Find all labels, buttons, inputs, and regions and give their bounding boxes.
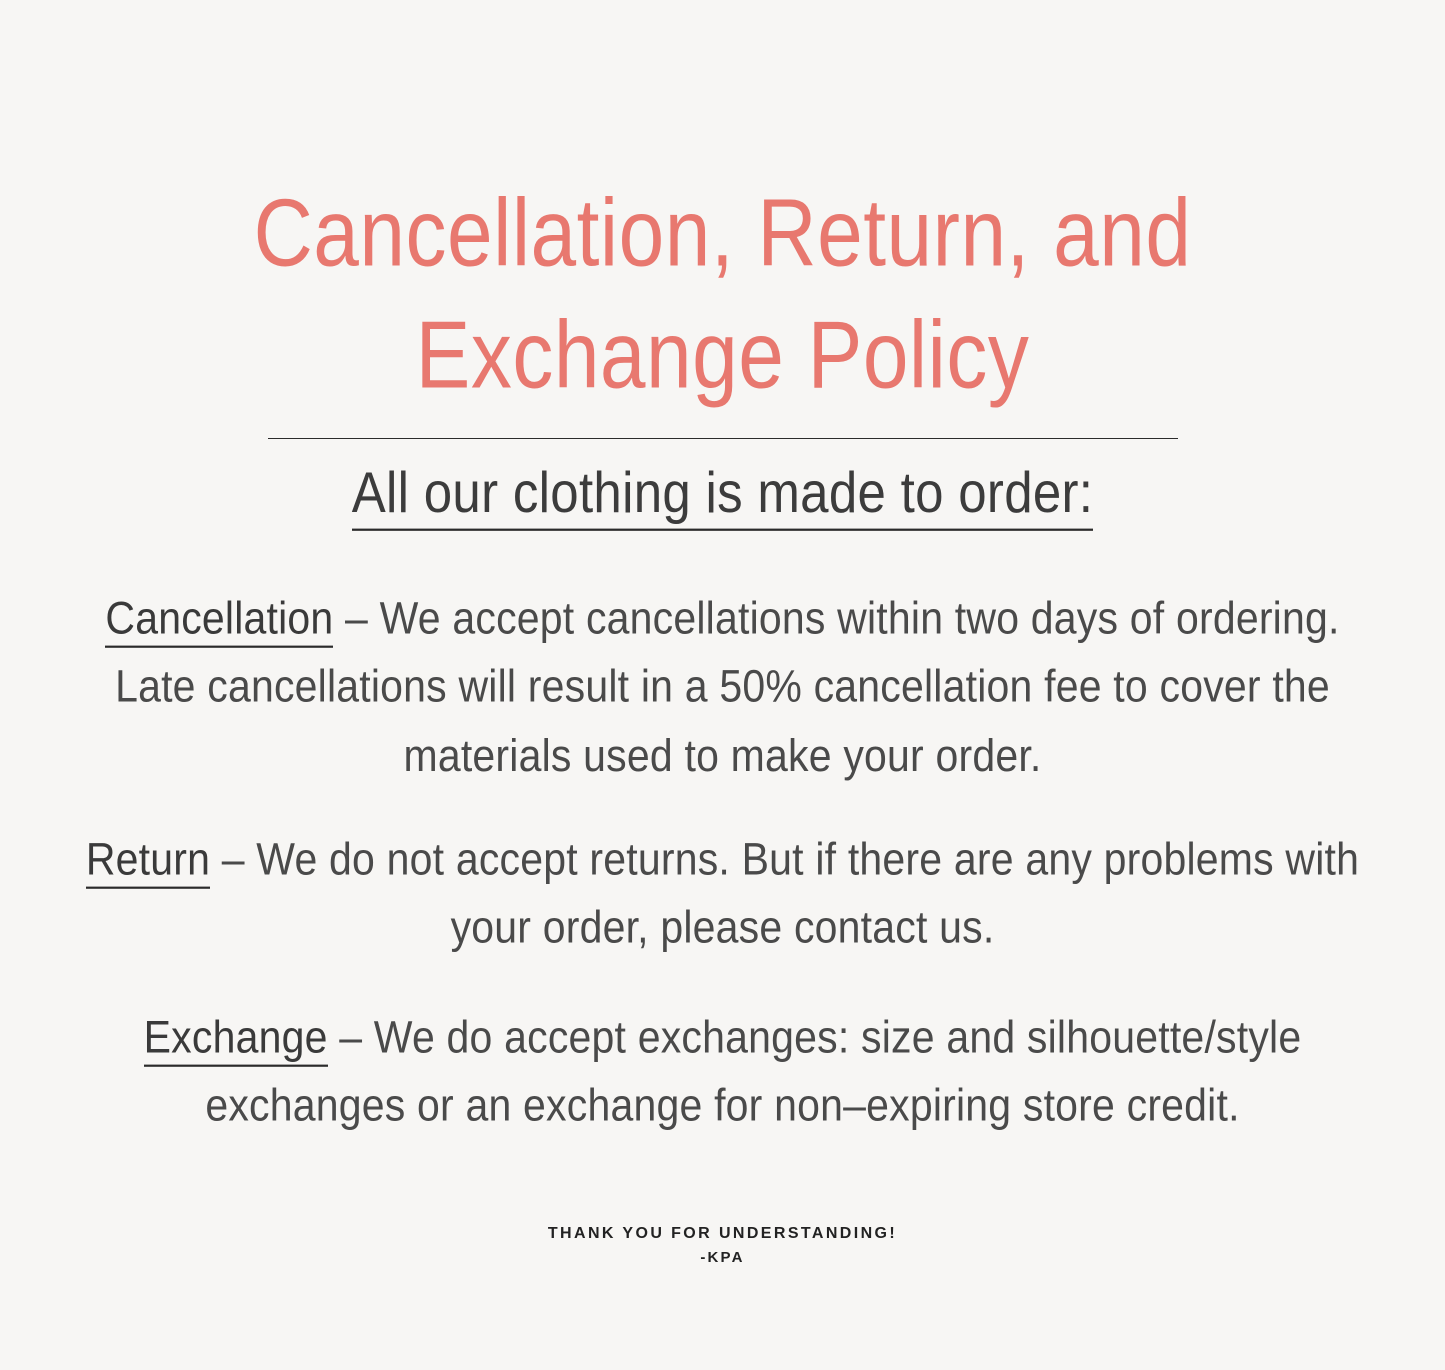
section-text-return: We do not accept returns. But if there are any problems with your order, please contact us. (256, 833, 1360, 953)
section-dash-cancellation: – (333, 592, 380, 644)
footer-thank-you: THANK YOU FOR UNDERSTANDING! (547, 1225, 898, 1242)
section-text-exchange: We do accept exchanges: size and silhouette/style exchanges or an exchange for non–expiring store credit. (205, 1012, 1302, 1132)
section-term-cancellation: Cancellation (105, 593, 333, 648)
section-dash-exchange: – (327, 1012, 374, 1063)
section-term-return: Return (86, 834, 210, 889)
policy-section-return (63, 825, 1383, 962)
footer-signature: -KPA (700, 1249, 745, 1266)
policy-section-cancellation (63, 584, 1383, 790)
page-title: Cancellation, Return, and Exchange Policy (253, 180, 1192, 409)
section-term-exchange: Exchange (144, 1012, 328, 1067)
section-dash-return: – (210, 833, 257, 885)
footer (0, 1225, 1445, 1266)
section-text-cancellation: We accept cancellations within two days of ordering. Late cancellations will result in a 50% cancellation fee to cover the materials used to make your order. (115, 592, 1340, 781)
subtitle-text: All our clothing is made to order: (352, 460, 1094, 531)
policy-section-exchange (63, 1003, 1383, 1140)
policy-sections (63, 516, 1383, 1132)
subtitle (0, 439, 1445, 525)
